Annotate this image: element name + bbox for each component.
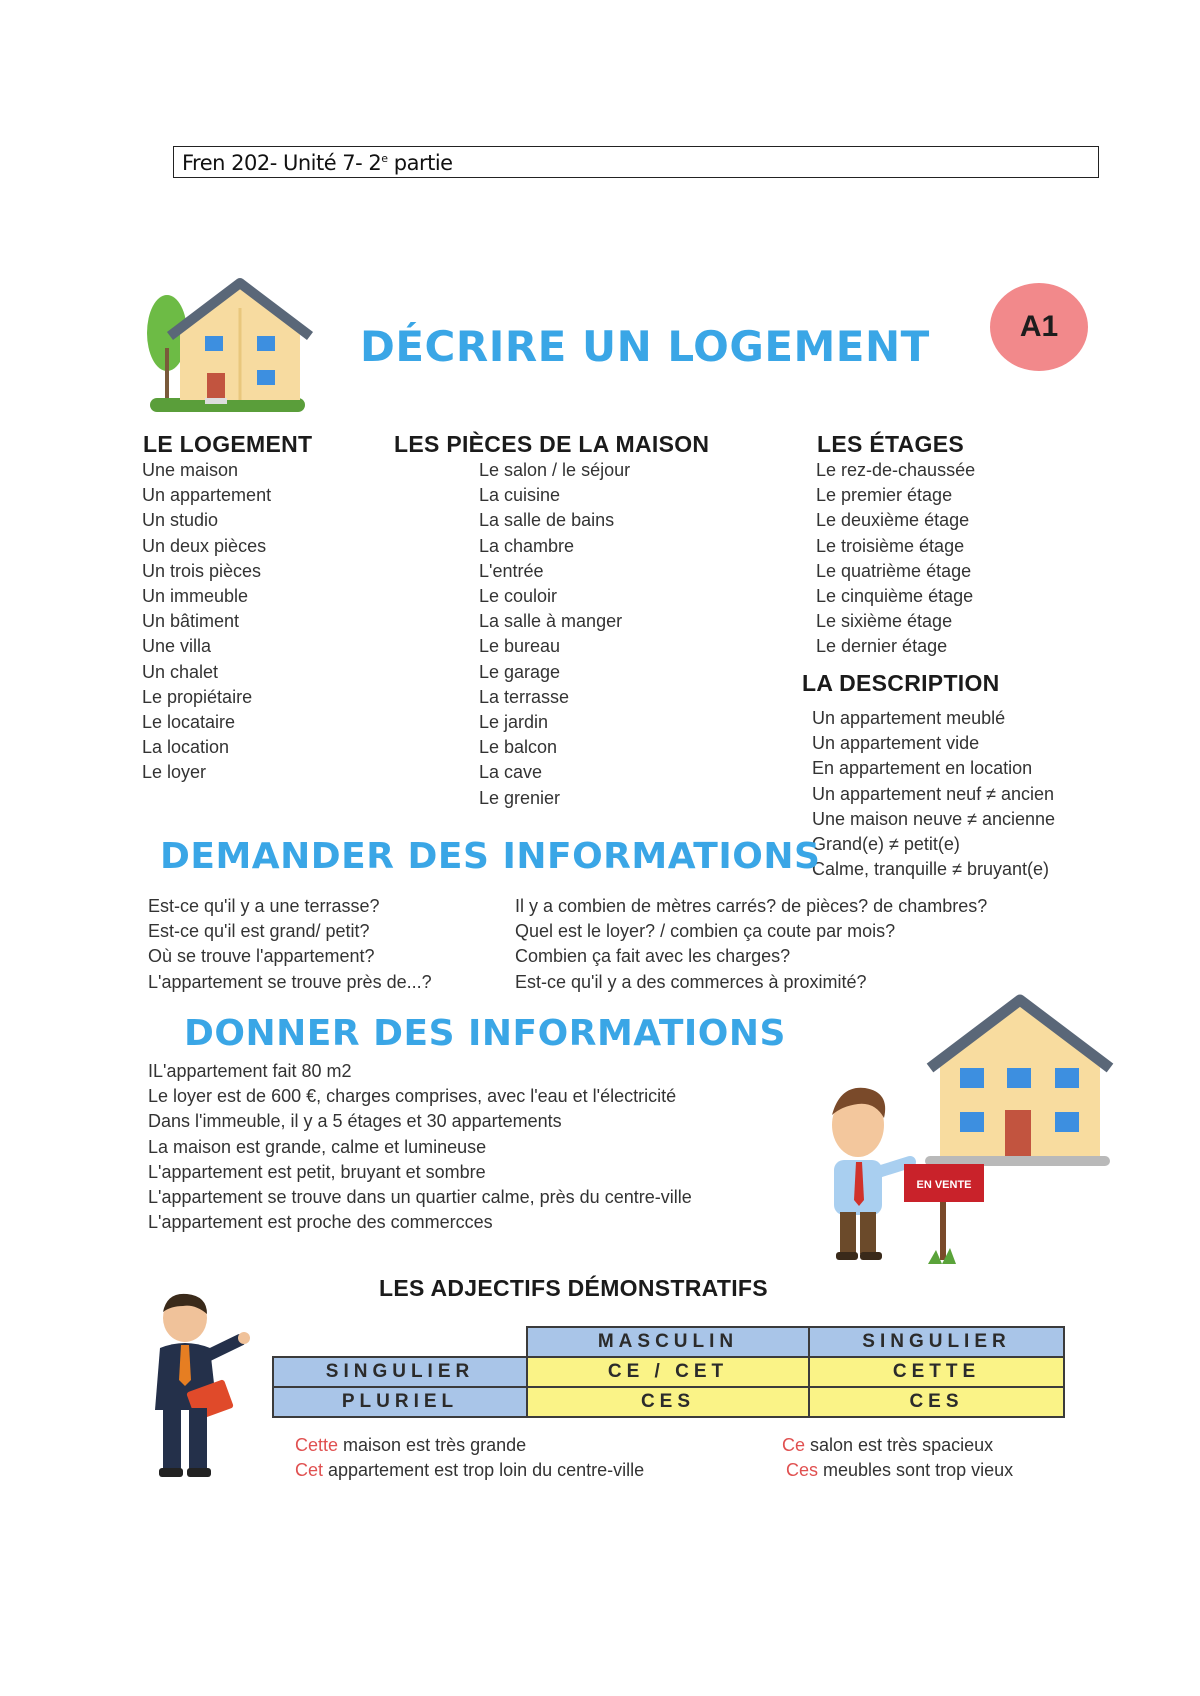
sign-text: EN VENTE	[916, 1179, 972, 1191]
list-item: Le locataire	[142, 712, 236, 733]
list-item: L'appartement se trouve dans un quartier calme, près du centre-ville	[148, 1187, 692, 1208]
description-title: LA DESCRIPTION	[802, 670, 1000, 696]
list-item: Le loyer	[142, 762, 207, 783]
list-item: Le deuxième étage	[816, 510, 970, 531]
list-item: Le rez-de-chaussée	[816, 460, 976, 480]
list-item: La cave	[479, 762, 543, 783]
example-rest: salon est très spacieux	[805, 1435, 994, 1455]
list-item: Un chalet	[142, 661, 219, 682]
list-item: La chambre	[479, 535, 575, 556]
cell-cette: CETTE	[809, 1357, 1064, 1387]
list-item: Le jardin	[479, 712, 549, 733]
list-item: Un appartement	[142, 485, 272, 506]
example-item	[295, 1458, 644, 1483]
example-item	[295, 1433, 644, 1458]
list-item: La terrasse	[479, 686, 570, 707]
list-item: L'appartement est petit, bruyant et sombre	[148, 1161, 486, 1182]
list-item: Il y a combien de mètres carrés? de pièces? de chambres?	[515, 896, 988, 916]
course-header	[173, 146, 1099, 178]
adjectifs-title: LES ADJECTIFS DÉMONSTRATIFS	[379, 1275, 768, 1301]
list-item: La salle à manger	[479, 611, 623, 632]
list-item: Le balcon	[479, 737, 558, 758]
course-sup: e	[381, 152, 388, 165]
main-title: DÉCRIRE UN LOGEMENT	[360, 322, 930, 371]
list-item: La cuisine	[479, 485, 561, 506]
logement-title: LE LOGEMENT	[143, 431, 313, 457]
row-label-singulier: SINGULIER	[273, 1357, 527, 1387]
list-item: Un studio	[142, 510, 219, 531]
etages-title: LES ÉTAGES	[817, 431, 964, 457]
list-item: Le premier étage	[816, 485, 953, 506]
list-item: L'appartement est proche des commercces	[148, 1212, 493, 1233]
house-icon	[145, 278, 315, 418]
list-item: Une villa	[142, 636, 212, 657]
description-list	[812, 706, 1055, 882]
list-item: Un appartement neuf ≠ ancien	[812, 783, 1055, 804]
list-item: Le cinquième étage	[816, 586, 974, 607]
example-det: Cet	[295, 1460, 324, 1480]
list-item: L'appartement se trouve près de...?	[148, 971, 432, 992]
example-det: Ces	[786, 1460, 819, 1480]
cell-ces-m: CES	[527, 1387, 809, 1417]
list-item: Une maison	[142, 460, 239, 480]
list-item: Une maison neuve ≠ ancienne	[812, 808, 1056, 829]
list-item: Le troisième étage	[816, 535, 965, 556]
list-item: Calme, tranquille ≠ bruyant(e)	[812, 859, 1049, 880]
example-det: Ce	[782, 1435, 806, 1455]
list-item: L'entrée	[479, 560, 544, 581]
businessman-icon	[145, 1290, 260, 1485]
demander-left-list	[148, 894, 432, 995]
row-label-pluriel: PLURIEL	[273, 1387, 527, 1417]
demonstratives-table	[272, 1326, 1065, 1418]
list-item: La location	[142, 737, 230, 758]
list-item: En appartement en location	[812, 758, 1033, 779]
list-item: Le sixième étage	[816, 611, 953, 632]
list-item: Quel est le loyer? / combien ça coute par mois?	[515, 921, 896, 942]
list-item: IL'appartement fait 80 m2	[148, 1061, 352, 1081]
list-item: Grand(e) ≠ petit(e)	[812, 834, 960, 855]
list-item: La salle de bains	[479, 510, 615, 531]
example-det: Cette	[295, 1435, 339, 1455]
pieces-list	[479, 458, 630, 811]
list-item: Un appartement meublé	[812, 708, 1006, 728]
list-item: Dans l'immeuble, il y a 5 étages et 30 appartements	[148, 1111, 562, 1132]
example-rest: appartement est trop loin du centre-ville	[323, 1460, 645, 1480]
cell-ce-cet: CE / CET	[527, 1357, 809, 1387]
logement-list	[142, 458, 271, 786]
list-item: Le quatrième étage	[816, 560, 972, 581]
examples-right	[782, 1433, 1013, 1483]
course-label: Fren 202- Unité 7- 2	[182, 151, 382, 175]
etages-list	[816, 458, 975, 660]
level-badge: A1	[990, 283, 1088, 371]
demander-right-list	[515, 894, 987, 995]
list-item: Le garage	[479, 661, 561, 682]
list-item: Le grenier	[479, 787, 561, 808]
example-rest: meubles sont trop vieux	[818, 1460, 1014, 1480]
agent-with-sign-icon	[820, 1080, 1000, 1265]
header-singulier: SINGULIER	[809, 1327, 1064, 1357]
donner-list	[148, 1059, 692, 1235]
list-item: Un immeuble	[142, 586, 249, 607]
list-item: Un trois pièces	[142, 560, 262, 581]
list-item: Un deux pièces	[142, 535, 267, 556]
list-item: Un appartement vide	[812, 733, 980, 754]
list-item: Où se trouve l'appartement?	[148, 946, 375, 967]
header-masculin: MASCULIN	[527, 1327, 809, 1357]
examples-left	[295, 1433, 644, 1483]
donner-title: DONNER DES INFORMATIONS	[184, 1013, 786, 1054]
list-item: Le loyer est de 600 €, charges comprises, avec l'eau et l'électricité	[148, 1086, 677, 1107]
list-item: Le salon / le séjour	[479, 460, 631, 480]
list-item: Le couloir	[479, 586, 558, 607]
list-item: Est-ce qu'il est grand/ petit?	[148, 921, 370, 942]
table-corner	[273, 1327, 527, 1357]
list-item: Le dernier étage	[816, 636, 948, 657]
demander-title: DEMANDER DES INFORMATIONS	[160, 836, 821, 877]
cell-ces-f: CES	[809, 1387, 1064, 1417]
list-item: La maison est grande, calme et lumineuse	[148, 1136, 487, 1157]
list-item: Le bureau	[479, 636, 561, 657]
pieces-title: LES PIÈCES DE LA MAISON	[394, 431, 710, 457]
list-item: Combien ça fait avec les charges?	[515, 946, 791, 967]
example-item	[782, 1458, 1013, 1483]
example-item	[782, 1433, 1013, 1458]
list-item: Est-ce qu'il y a des commerces à proximité?	[515, 971, 867, 992]
list-item: Le propiétaire	[142, 686, 253, 707]
list-item: Est-ce qu'il y a une terrasse?	[148, 896, 380, 916]
course-suffix: partie	[387, 151, 453, 175]
example-rest: maison est très grande	[338, 1435, 527, 1455]
list-item: Un bâtiment	[142, 611, 240, 632]
